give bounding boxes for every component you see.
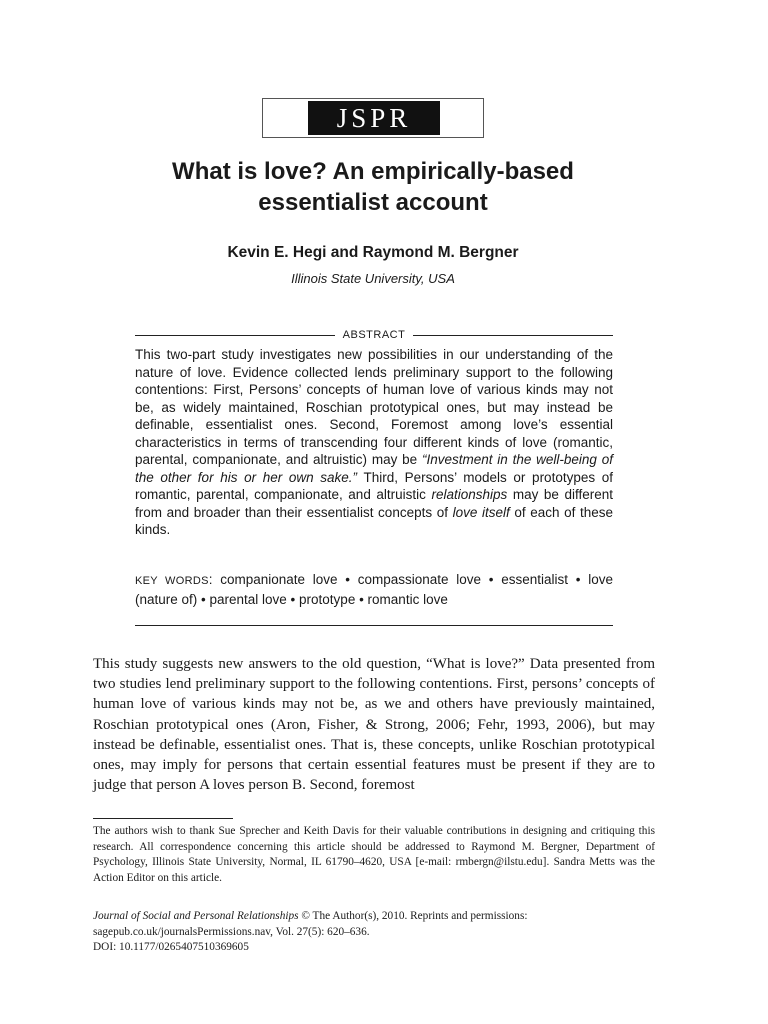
abstract-quote: “Investment in the well-being of the other for his or her own sake.” [135, 452, 613, 485]
affiliation: Illinois State University, USA [291, 271, 455, 286]
paper-title-line-2: essentialist account [258, 189, 488, 216]
abstract-rule-right [413, 335, 613, 336]
journal-logo-text: JSPR [308, 101, 440, 135]
authors: Kevin E. Hegi and Raymond M. Bergner [227, 244, 519, 261]
keywords-text: : companionate love • compassionate love • essentialist • love (nature of) • parental love • prototype • romantic love [135, 572, 613, 607]
abstract-relationships: relationships [431, 487, 508, 502]
journal-name: Journal of Social and Personal Relationships [93, 910, 299, 922]
journal-logo [262, 98, 484, 138]
footnote-acknowledgment: The authors wish to thank Sue Sprecher and Keith Davis for their valuable contributions in designing and critiquing this research. All correspondence concerning this article should be addressed to Raymond M. Bergner, Department of Psychology, Illinois State University, Normal, IL 61790–4620, USA [e-mail: rmbergn@ilstu.edu]. Sandra Metts was the Action Editor on this article. [93, 825, 655, 884]
paper-title [0, 156, 746, 218]
abstract-part-3: may be different from and broader than their essentialist concepts of [135, 487, 614, 520]
abstract-part-2: Third, Persons’ models or prototypes of romantic, parental, companionate, and altruistic [135, 469, 613, 502]
footnote-rule [93, 818, 233, 819]
abstract-part-4: of each of these kinds. [135, 504, 613, 537]
keywords-label: KEY WORDS [135, 575, 209, 587]
paper-title-line-1: What is love? An empirically-based [172, 158, 574, 185]
abstract-part-1: This two-part study investigates new possibilities in our understanding of the nature of love. Evidence collected lends preliminary support to the following contentions: First, Persons’ concepts of human love of various kinds may not be, as widely maintained, Roschian prototypical ones, but may instead be definable, essentialist ones. Second, Foremost among love’s essential characteristics in terms of transcending four different kinds of love (romantic, parental, companionate, and altruistic) may be [135, 347, 613, 467]
abstract-heading [135, 327, 613, 343]
abstract-label: ABSTRACT [342, 329, 406, 341]
journal-citation [93, 909, 655, 956]
journal-details: © The Author(s), 2010. Reprints and permissions: sagepub.co.uk/journalsPermissions.nav, Vol. 27(5): 620–636. [93, 910, 528, 938]
doi: DOI: 10.1177/0265407510369605 [93, 941, 249, 953]
keywords [135, 571, 613, 608]
abstract-love-itself: love itself [452, 504, 510, 520]
abstract-rule-left [135, 335, 335, 336]
abstract-bottom-rule [135, 625, 613, 626]
abstract-text [135, 346, 613, 539]
body-paragraph: This study suggests new answers to the old question, “What is love?” Data presented from two studies lend preliminary support to the following contentions. First, persons’ concepts of human love of various kinds may not be, as we and others have previously maintained, Roschian prototypical ones (Aron, Fisher, & Strong, 2006; Fehr, 1993, 2006), but may instead be definable, essentialist ones. That is, these concepts, unlike Roschian prototypical ones, may imply for persons that certain essential features must be present if they are to judge that person A loves person B. Second, foremost [93, 656, 655, 794]
